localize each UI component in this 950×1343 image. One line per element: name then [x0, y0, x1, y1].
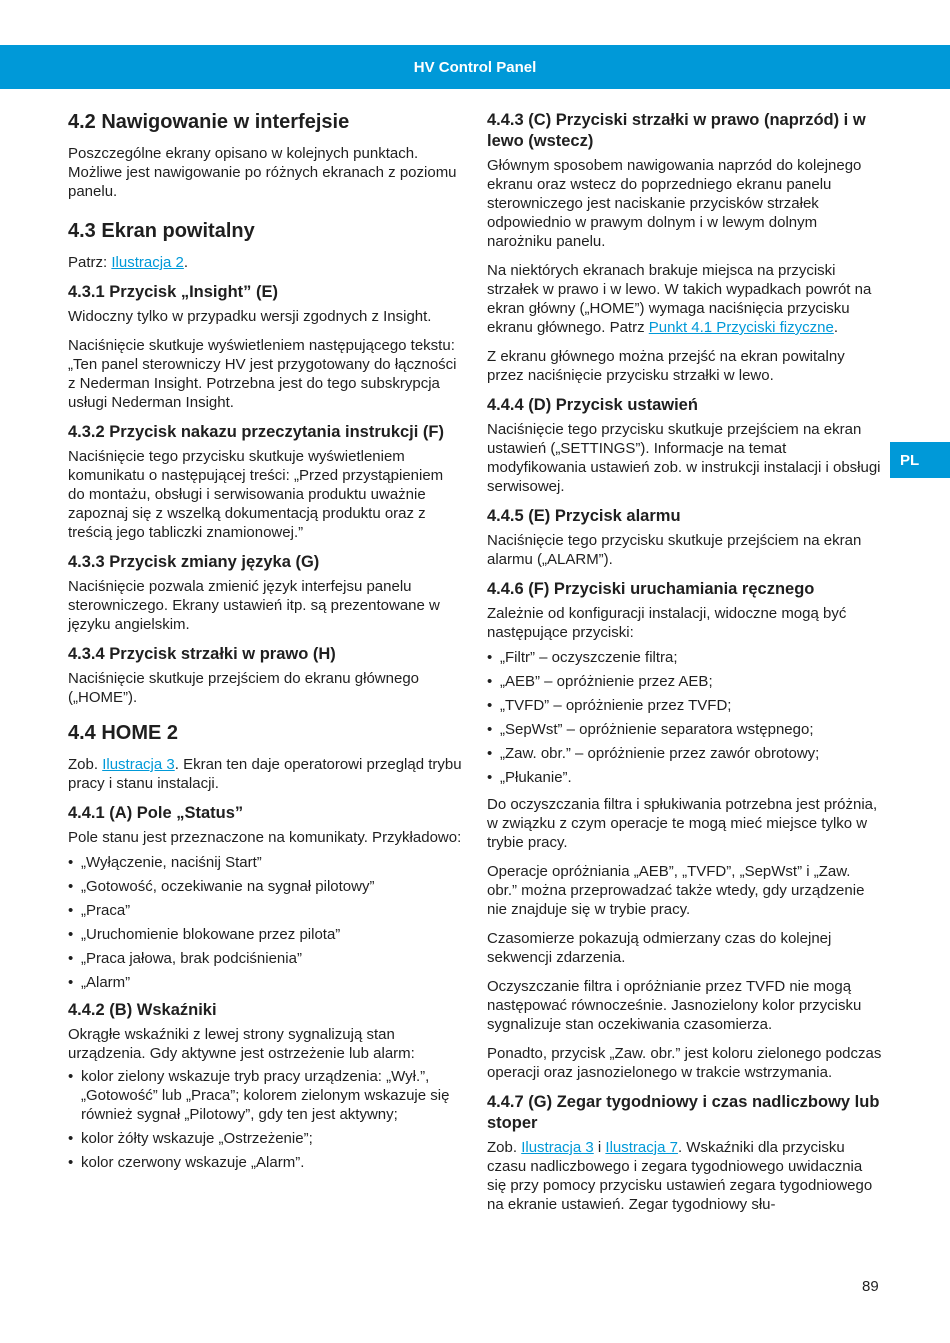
list-item: • „Filtr” – oczyszczenie filtra; — [487, 648, 883, 667]
text: Zob. — [68, 756, 103, 773]
paragraph: Z ekranu głównego można przejść na ekran powitalny przez naciśnięcie przycisku strzałki w lewo. — [487, 348, 845, 384]
paragraph: Poszczególne ekrany opisano w kolejnych punktach. Możliwe jest nawigowanie po różnych ekranach z poziomu panelu. — [68, 145, 457, 200]
paragraph: Naciśnięcie tego przycisku skutkuje przejściem na ekran alarmu („ALARM”). — [487, 532, 862, 568]
text: . — [833, 319, 838, 336]
list-item: • „Płukanie”. — [487, 768, 883, 787]
section-4-3-3 — [68, 552, 464, 634]
heading-4-3-1: 4.3.1 Przycisk „Insight” (E) — [68, 283, 278, 301]
status-list — [68, 853, 464, 992]
paragraph: Widoczny tylko w przypadku wersji zgodnych z Insight. — [68, 308, 432, 325]
list-item: • „SepWst” – opróżnienie separatora wstępnego; — [487, 720, 883, 739]
text: Patrz: — [68, 254, 112, 271]
heading-4-2: 4.2 Nawigowanie w interfejsie — [68, 111, 350, 133]
text: . Ekran ten daje operatorowi przegląd trybu pracy i stanu instalacji. — [68, 756, 462, 792]
paragraph — [68, 253, 464, 272]
heading-4-4-4: 4.4.4 (D) Przycisk ustawień — [487, 396, 698, 414]
indicator-list — [68, 1067, 464, 1172]
text: Zob. — [487, 1139, 522, 1156]
paragraph: Naciśnięcie tego przycisku skutkuje przejściem na ekran ustawień („SETTINGS”). Informacje na temat modyfikowania ustawień zob. w instrukcji instalacji i obsługi serwisowej. — [487, 421, 881, 495]
paragraph: Oczyszczanie filtra i opróżnianie przez TVFD nie mogą następować równocześnie. Jasnozielony kolor przycisku sygnalizuje stan oczekiwania czasomierza. — [487, 978, 862, 1033]
heading-4-4-2: 4.4.2 (B) Wskaźniki — [68, 1001, 217, 1019]
link-ilustracja-3[interactable]: Ilustracja 3 — [521, 1139, 594, 1156]
language-tab — [890, 442, 950, 478]
link-ilustracja-7[interactable]: Ilustracja 7 — [605, 1139, 678, 1156]
left-column — [68, 110, 464, 1180]
link-ilustracja-2[interactable]: Ilustracja 2 — [111, 254, 184, 271]
manual-buttons-list — [487, 648, 883, 787]
list-item: • „Wyłączenie, naciśnij Start” — [68, 853, 464, 872]
paragraph: Naciśnięcie tego przycisku skutkuje wyświetleniem komunikatu o następującej treści: „Przed przystąpieniem do montażu, obsługi i serwisowania produktu uważnie zapoznaj się z wszelką dokumentacją produktu oraz z treścią jego tabliczki znamionowej.” — [68, 448, 444, 541]
text: . — [183, 254, 189, 271]
heading-4-4-6: 4.4.6 (F) Przyciski uruchamiania ręcznego — [487, 580, 815, 598]
section-4-4-2 — [68, 1000, 464, 1172]
heading-4-3-4: 4.3.4 Przycisk strzałki w prawo (H) — [68, 645, 336, 663]
section-4-3 — [68, 219, 464, 272]
header-title: HV Control Panel — [413, 58, 537, 76]
list-item: • „Alarm” — [68, 973, 464, 992]
paragraph: Naciśnięcie pozwala zmienić język interfejsu panelu sterowniczego. Ekrany ustawień itp. są prezentowane w języku angielskim. — [68, 578, 440, 633]
paragraph — [68, 755, 464, 793]
list-item: • kolor zielony wskazuje tryb pracy urządzenia: „Wył.”, „Gotowość” lub „Praca”; kolorem zielonym wskazuje się również sygnał „Pilotowy”, gdy ten jest aktywny; — [68, 1067, 464, 1124]
paragraph: Do oczyszczania filtra i spłukiwania potrzebna jest próżnia, w związku z czym operacje te mogą mieć miejsce tylko w trybie pracy. — [487, 796, 878, 851]
section-4-4-4 — [487, 395, 883, 496]
text: Na niektórych ekranach brakuje miejsca na przyciski strzałek w prawo i w lewo. W takich wypadkach powrót na ekran główny („HOME”) wymaga naciśnięcia przycisku ekranu głównego. Patrz — [487, 262, 872, 336]
list-item: • „Praca jałowa, brak podciśnienia” — [68, 949, 464, 968]
header-bar — [0, 45, 950, 89]
page-number: 89 — [862, 1278, 879, 1295]
paragraph: Okrągłe wskaźniki z lewej strony sygnalizują stan urządzenia. Gdy aktywne jest ostrzeżenie lub alarm: — [68, 1026, 415, 1062]
section-4-3-2 — [68, 422, 464, 542]
section-4-4-5 — [487, 506, 883, 569]
language-tab-label: PL — [900, 451, 920, 469]
text: . Wskaźniki dla przycisku czasu nadliczbowego i zegara tygodniowego uwidacznia się przy pomocy przycisku ustawień zegara tygodniowego na ekranie ustawień. Zegar tygodniowy słu- — [487, 1139, 873, 1213]
heading-4-3: 4.3 Ekran powitalny — [68, 220, 255, 242]
list-item: • „AEB” – opróżnienie przez AEB; — [487, 672, 883, 691]
section-4-3-1 — [68, 282, 464, 412]
heading-4-4-1: 4.4.1 (A) Pole „Status” — [68, 804, 244, 822]
paragraph: Operacje opróżniania „AEB”, „TVFD”, „SepWst” i „Zaw. obr.” można przeprowadzać także wtedy, gdy urządzenie nie znajduje się w trybie pracy. — [487, 863, 865, 918]
heading-4-4-3: 4.4.3 (C) Przyciski strzałki w prawo (naprzód) i w lewo (wstecz) — [487, 111, 866, 150]
list-item: • kolor żółty wskazuje „Ostrzeżenie”; — [68, 1129, 464, 1148]
link-ilustracja-3[interactable]: Ilustracja 3 — [102, 756, 175, 773]
section-4-4-6 — [487, 579, 883, 1082]
section-4-4-7 — [487, 1092, 883, 1214]
paragraph: Naciśnięcie skutkuje przejściem do ekranu głównego („HOME”). — [68, 670, 420, 706]
list-item: • kolor czerwony wskazuje „Alarm”. — [68, 1153, 464, 1172]
text: i — [593, 1139, 606, 1156]
heading-4-4: 4.4 HOME 2 — [68, 722, 179, 744]
paragraph: Ponadto, przycisk „Zaw. obr.” jest koloru zielonego podczas operacji oraz jasnozielonego w trakcie wstrzymania. — [487, 1045, 882, 1081]
list-item: • „Praca” — [68, 901, 464, 920]
paragraph: Zależnie od konfiguracji instalacji, widoczne mogą być następujące przyciski: — [487, 605, 847, 641]
heading-4-3-2: 4.3.2 Przycisk nakazu przeczytania instrukcji (F) — [68, 423, 444, 441]
heading-4-4-7: 4.4.7 (G) Zegar tygodniowy i czas nadliczbowy lub stoper — [487, 1093, 880, 1132]
paragraph — [487, 261, 883, 337]
paragraph: Pole stanu jest przeznaczone na komunikaty. Przykładowo: — [68, 829, 462, 846]
section-4-4-1 — [68, 803, 464, 992]
link-punkt-4-1[interactable]: Punkt 4.1 Przyciski fizyczne — [648, 319, 834, 336]
list-item: • „Gotowość, oczekiwanie na sygnał pilotowy” — [68, 877, 464, 896]
section-4-4 — [68, 721, 464, 793]
paragraph: Głównym sposobem nawigowania naprzód do kolejnego ekranu oraz wstecz do poprzedniego ekranu panelu sterowniczego jest naciskanie przycisków strzałek odpowiednio w prawym dolnym i w lewym dolnym narożniku panelu. — [487, 157, 862, 250]
right-column — [487, 110, 883, 1224]
section-4-4-3 — [487, 110, 883, 385]
paragraph: Naciśnięcie skutkuje wyświetleniem następującego tekstu: „Ten panel sterowniczy HV jest przygotowany do łączności z Nederman Insight. Potrzebna jest do tego subskrypcja usługi Nederman Insight. — [68, 337, 457, 411]
section-4-2 — [68, 110, 464, 201]
list-item: • „Uruchomienie blokowane przez pilota” — [68, 925, 464, 944]
section-4-3-4 — [68, 644, 464, 707]
heading-4-4-5: 4.4.5 (E) Przycisk alarmu — [487, 507, 681, 525]
paragraph — [487, 1138, 883, 1214]
paragraph: Czasomierze pokazują odmierzany czas do kolejnej sekwencji zdarzenia. — [487, 930, 832, 966]
heading-4-3-3: 4.3.3 Przycisk zmiany języka (G) — [68, 553, 320, 571]
list-item: • „TVFD” – opróżnienie przez TVFD; — [487, 696, 883, 715]
list-item: • „Zaw. obr.” – opróżnienie przez zawór obrotowy; — [487, 744, 883, 763]
